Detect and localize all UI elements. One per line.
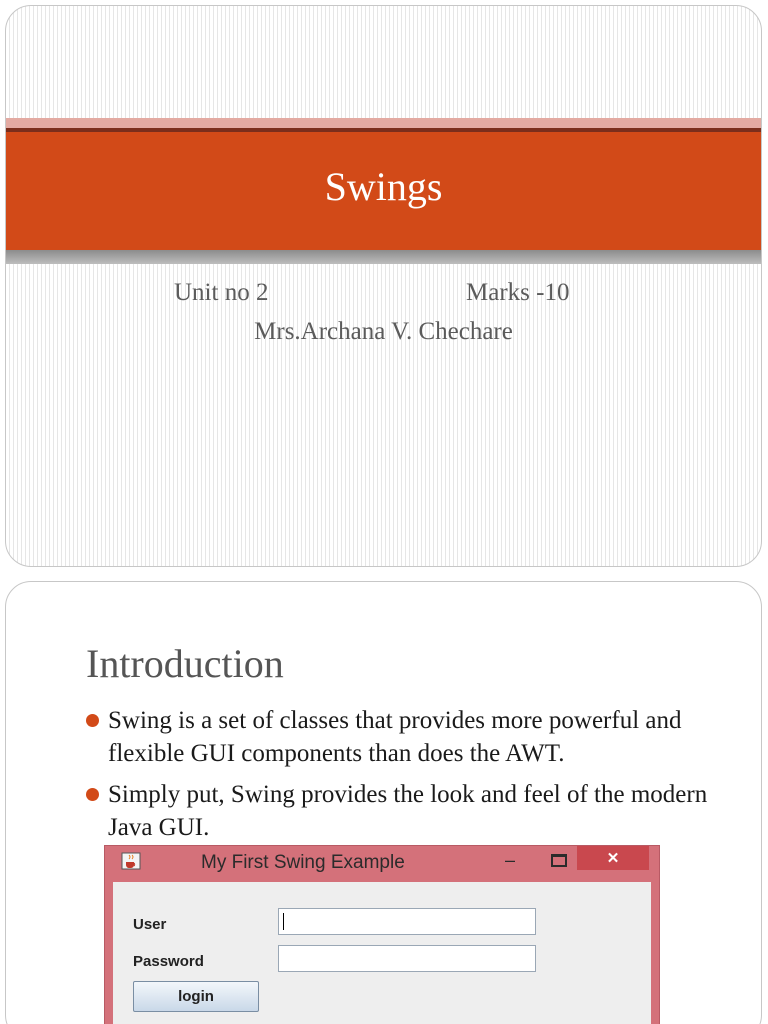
user-input[interactable] xyxy=(278,908,536,935)
bullet-dot-icon xyxy=(86,788,99,801)
title-band-top-light xyxy=(6,118,761,128)
password-label: Password xyxy=(133,953,204,970)
author-text: Mrs.Archana V. Chechare xyxy=(254,318,513,345)
slide-heading: Introduction xyxy=(86,641,284,686)
minimize-button[interactable]: – xyxy=(505,850,516,870)
maximize-button[interactable] xyxy=(551,854,567,867)
window-titlebar[interactable] xyxy=(105,846,659,882)
title-bar xyxy=(6,132,761,250)
slide-title: Swings xyxy=(324,163,443,209)
bullet-text: Swing is a set of classes that provides more powerful and flexible GUI components than does the AWT. xyxy=(108,707,682,767)
bullet-text: Simply put, Swing provides the look and feel of the modern Java GUI. xyxy=(108,781,708,841)
bullet-item xyxy=(86,778,726,844)
user-label: User xyxy=(133,916,167,933)
java-cup-icon xyxy=(121,852,141,870)
login-button[interactable]: login xyxy=(133,981,259,1012)
swing-window xyxy=(104,845,660,1024)
password-input[interactable] xyxy=(278,945,536,972)
marks-text: Marks -10 xyxy=(466,279,570,306)
bullet-dot-icon xyxy=(86,714,99,727)
text-caret xyxy=(283,913,284,930)
unit-text: Unit no 2 xyxy=(174,279,269,306)
introduction-slide xyxy=(5,581,762,1024)
bullet-item xyxy=(86,704,726,770)
close-button[interactable]: ✕ xyxy=(577,846,649,870)
window-content xyxy=(113,882,651,1024)
title-slide xyxy=(5,5,762,567)
title-band-bottom xyxy=(6,250,761,264)
window-title: My First Swing Example xyxy=(201,852,405,873)
